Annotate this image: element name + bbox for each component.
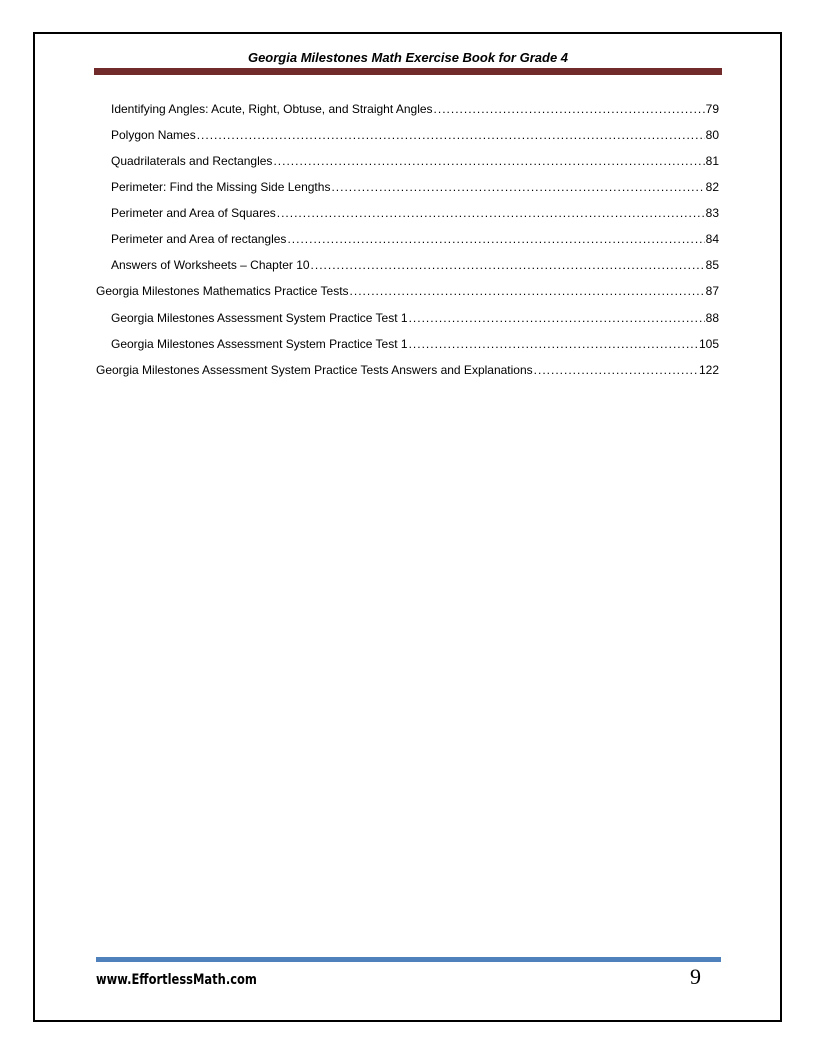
toc-entry[interactable] xyxy=(96,148,719,174)
toc-entry[interactable] xyxy=(96,331,719,357)
toc-entry[interactable] xyxy=(96,305,719,331)
toc-entry-title: Georgia Milestones Mathematics Practice Tests xyxy=(96,284,349,298)
toc-leader-dots xyxy=(277,206,705,220)
toc-entry-page: 122 xyxy=(698,363,719,377)
toc-entry-title: Georgia Milestones Assessment System Practice Tests Answers and Explanations xyxy=(96,363,533,377)
toc-entry[interactable] xyxy=(96,122,719,148)
page-number: 9 xyxy=(690,964,701,989)
toc-leader-dots xyxy=(350,284,705,298)
toc-entry-page: 85 xyxy=(705,258,719,272)
table-of-contents xyxy=(96,96,719,383)
toc-entry-title: Georgia Milestones Assessment System Practice Test 1 xyxy=(111,311,408,325)
toc-leader-dots xyxy=(287,232,704,246)
toc-entry[interactable] xyxy=(96,357,719,383)
running-header-title: Georgia Milestones Math Exercise Book for Grade 4 xyxy=(247,50,569,65)
toc-leader-dots xyxy=(311,258,705,272)
toc-entry-title: Quadrilaterals and Rectangles xyxy=(111,154,273,168)
toc-entry[interactable] xyxy=(96,278,719,304)
toc-entry-page: 80 xyxy=(705,128,719,142)
toc-entry[interactable] xyxy=(96,174,719,200)
toc-entry[interactable] xyxy=(96,200,719,226)
header-rule xyxy=(94,68,722,75)
toc-entry-title: Perimeter: Find the Missing Side Lengths xyxy=(111,180,331,194)
toc-entry-title: Perimeter and Area of Squares xyxy=(111,206,276,220)
toc-leader-dots xyxy=(534,363,698,377)
toc-leader-dots xyxy=(434,102,705,116)
toc-entry-title: Perimeter and Area of rectangles xyxy=(111,232,287,246)
toc-entry[interactable] xyxy=(96,96,719,122)
toc-entry-page: 82 xyxy=(705,180,719,194)
toc-entry-page: 79 xyxy=(705,102,719,116)
toc-entry[interactable] xyxy=(96,252,719,278)
toc-leader-dots xyxy=(197,128,705,142)
toc-entry-title: Answers of Worksheets – Chapter 10 xyxy=(111,258,310,272)
toc-entry-page: 83 xyxy=(705,206,719,220)
toc-leader-dots xyxy=(331,180,704,194)
toc-leader-dots xyxy=(409,311,705,325)
toc-entry[interactable] xyxy=(96,226,719,252)
toc-entry-page: 105 xyxy=(698,337,719,351)
toc-leader-dots xyxy=(273,154,704,168)
toc-entry-title: Identifying Angles: Acute, Right, Obtuse, and Straight Angles xyxy=(111,102,433,116)
toc-entry-title: Georgia Milestones Assessment System Practice Test 1 xyxy=(111,337,408,351)
toc-entry-page: 87 xyxy=(705,284,719,298)
toc-leader-dots xyxy=(409,337,698,351)
footer-website: www.EffortlessMath.com xyxy=(96,972,257,988)
footer-rule xyxy=(96,957,721,962)
toc-entry-page: 88 xyxy=(705,311,719,325)
toc-entry-page: 81 xyxy=(705,154,719,168)
toc-entry-title: Polygon Names xyxy=(111,128,196,142)
toc-entry-page: 84 xyxy=(705,232,719,246)
